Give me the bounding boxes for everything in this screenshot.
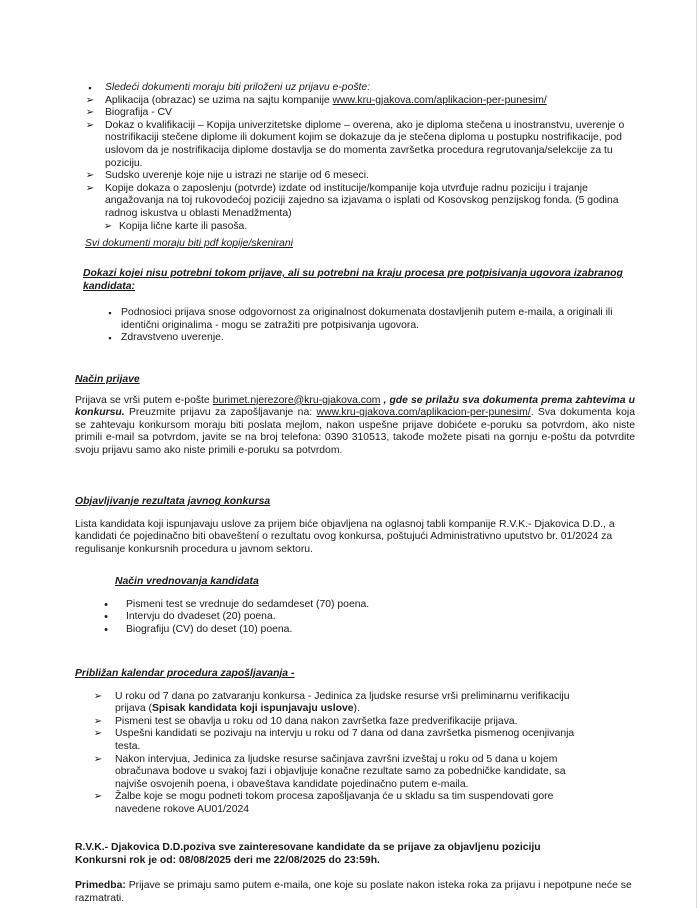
arrow-bullet-icon (83, 170, 97, 183)
arrow-bullet-icon (91, 716, 105, 729)
list-item: ➢ Biografija - CV (75, 107, 635, 120)
proofs-section (75, 268, 635, 345)
list-item: ➢ U roku od 7 dana po zatvaranju konkursa - Jedinica za ljudske resurse vrši preliminarnu verifikaciju prijava (Spisak kandidata koji ispunjavaju uslove). (75, 691, 595, 716)
calendar-heading: Približan kalendar procedura zapošljavanja - (75, 668, 295, 679)
note-section (75, 880, 635, 905)
list-item: ➢ Nakon intervjua, Jedinica za ljudske resurse sačinjava završni izveštaj u roku od 5 dana u kojem obračunava bodove u svakoj fazi i objavljuje konačne rezultate samo za pobedničke kandidate, sa najviše osvojenih poena, i obaveštava kandidate pojedinačno putem e-maila. (75, 754, 595, 792)
bullet-icon (99, 599, 113, 613)
list-item: ➢ Pismeni test se obavlja u roku od 10 dana nakon završetka faze predverifikacije prijava. (75, 716, 595, 729)
arrow-bullet-icon (83, 120, 97, 133)
square-bullet-icon (83, 82, 97, 96)
arrow-bullet-icon (91, 728, 105, 741)
list-item: ➢ Žalbe koje se mogu podneti tokom procesa zapošljavanja će u skladu sa tim suspendovati gore navedene rokove AU01/2024 (75, 791, 595, 816)
list-item: ➢ Kopije dokaza o zaposlenju (potvrde) izdate od institucije/kompanije koja utvrđuje radnu poziciju i trajanje angažovanja na toj rukovodećoj poziciji zajedno sa izjavama o isplati od Kosovskog penzijskog fonda. (5 godina radnog iskustva u oblasti Menadžmenta) (75, 183, 635, 221)
arrow-bullet-icon (91, 754, 105, 767)
arrow-bullet-icon (91, 791, 105, 804)
calendar-section (75, 668, 635, 817)
apply-section (75, 374, 635, 458)
arrow-bullet-icon (83, 107, 97, 120)
required-documents-title: ▪ Sledeći dokumenti moraju biti priloženi uz prijavu e-pošte: (75, 82, 635, 95)
application-link[interactable]: www.kru-gjakova.com/aplikacion-per-punesim/ (332, 94, 547, 106)
publish-section (75, 496, 635, 556)
deadline-line: Konkursni rok je od: 08/08/2025 deri me 22/08/2025 do 23:59h. (75, 854, 380, 866)
bullet-icon (99, 624, 113, 638)
apply-paragraph: Prijava se vrši putem e-pošte burimet.njerezore@kru-gjakova.com , gde se prilažu sva dokumenta prema zahtevima u konkursu. Preuzmite prijavu za zapošljavanje na: www.kru-gjakova.com/aplikacion-per-punesim/. Sva dokumenta koja se zahtevaju konkursom moraju biti poslata mejlom, nakon uspešne prijave dobićete e-poruku sa potvrdom, ako niste primili e-mail sa potvrdom, javite se na broj telefona: 0390 310513, takođe možete pisati na gornju e-poštu da potvrdite svoju prijavu samo ako niste primili e-poruku sa potvrdom. (75, 394, 635, 456)
list-item: ➢ Aplikacija (obrazac) se uzima na sajtu kompanije www.kru-gjakova.com/aplikacion-per-punesim/ (75, 95, 635, 108)
list-item: • Intervju do dvadeset (20) poena. (115, 611, 635, 624)
list-item: ▪ Podnosioci prijava snose odgovornost za originalnost dokumenata dostavljenih putem e-maila, a originali ili identični originalima - mogu se zatražiti pre potpisivanja ugovora. (83, 307, 635, 332)
email-link[interactable]: burimet.njerezore@kru-gjakova.com (212, 394, 381, 406)
list-item: ➢ Uspešni kandidati se pozivaju na intervju u roku od 7 dana od dana završetka pismenog ocenjivanja testa. (75, 728, 595, 753)
square-bullet-icon (103, 332, 117, 346)
list-item: • Pismeni test se vrednuje do sedamdeset (70) poena. (115, 599, 635, 612)
evaluation-heading: Način vrednovanja kandidata (115, 576, 259, 587)
proofs-heading: Dokazi kojei nisu potrebni tokom prijave, ali su potrebni na kraju procesa pre potpisivanja ugovora izabranog kandidata: (83, 268, 623, 292)
publish-paragraph: Lista kandidata koji ispunjavaju uslove za prijem biće objavljena na oglasnoj tabli kompanije R.V.K.- Djakovica D.D., a kandidati će pojedinačno biti obaveštení o rezultatu ovog konkursa, poštujući Administrativno uputstvo br. 01/2024 za regulisanje konkursnih procedura u javnom sektoru. (75, 518, 615, 555)
list-item: ➢ Sudsko uverenje koje nije u istrazi ne starije od 6 meseci. (75, 170, 635, 183)
apply-heading: Način prijave (75, 374, 140, 385)
application-link-2[interactable]: www.kru-gjakova.com/aplikacion-per-punesim/ (316, 407, 531, 419)
pdf-note: Svi dokumenti moraju biti pdf kopije/skenirani (85, 238, 293, 250)
list-item: • Biografiju (CV) do deset (10) poena. (115, 624, 635, 637)
arrow-bullet-icon (101, 221, 115, 234)
arrow-bullet-icon (83, 95, 97, 108)
bullet-icon (99, 611, 113, 625)
calendar-list (75, 691, 595, 817)
invitation-section (75, 842, 635, 867)
list-item: ▪ Zdravstveno uverenje. (83, 332, 635, 345)
list-item: ➢ Kopija lične karte ili pasoša. (75, 221, 635, 234)
square-bullet-icon (103, 307, 117, 321)
list-item: ➢ Dokaz o kvalifikaciji – Kopija univerzitetske diplome – overena, ako je diploma stečena u inostranstvu, uverenje o nostrifikaciji stečene diplome ili dokument kojim se dokazuje da je stečena diploma u postupku nostrifikacije, pod uslovom da je nostrifikacija diplome dostavlja se do momenta završetka procedura regrutovanja/selekcije za tu poziciju. (75, 120, 635, 170)
required-documents-section (75, 82, 635, 251)
arrow-bullet-icon (83, 183, 97, 196)
page-edge (696, 0, 697, 908)
arrow-bullet-icon (91, 691, 105, 704)
invitation-line: R.V.K.- Djakovica D.D.poziva sve zainteresovane kandidate da se prijave za objavljenu poziciju (75, 842, 541, 853)
note-label: Primedba: (75, 880, 126, 891)
evaluation-section (115, 576, 635, 636)
note-paragraph: Primedba: Prijave se primaju samo putem e-maila, one koje su poslate nakon isteka roka za prijavu i nepotpune neće se razmatrati. (75, 880, 632, 904)
publish-heading: Objavljivanje rezultata javnog konkursa (75, 496, 271, 507)
